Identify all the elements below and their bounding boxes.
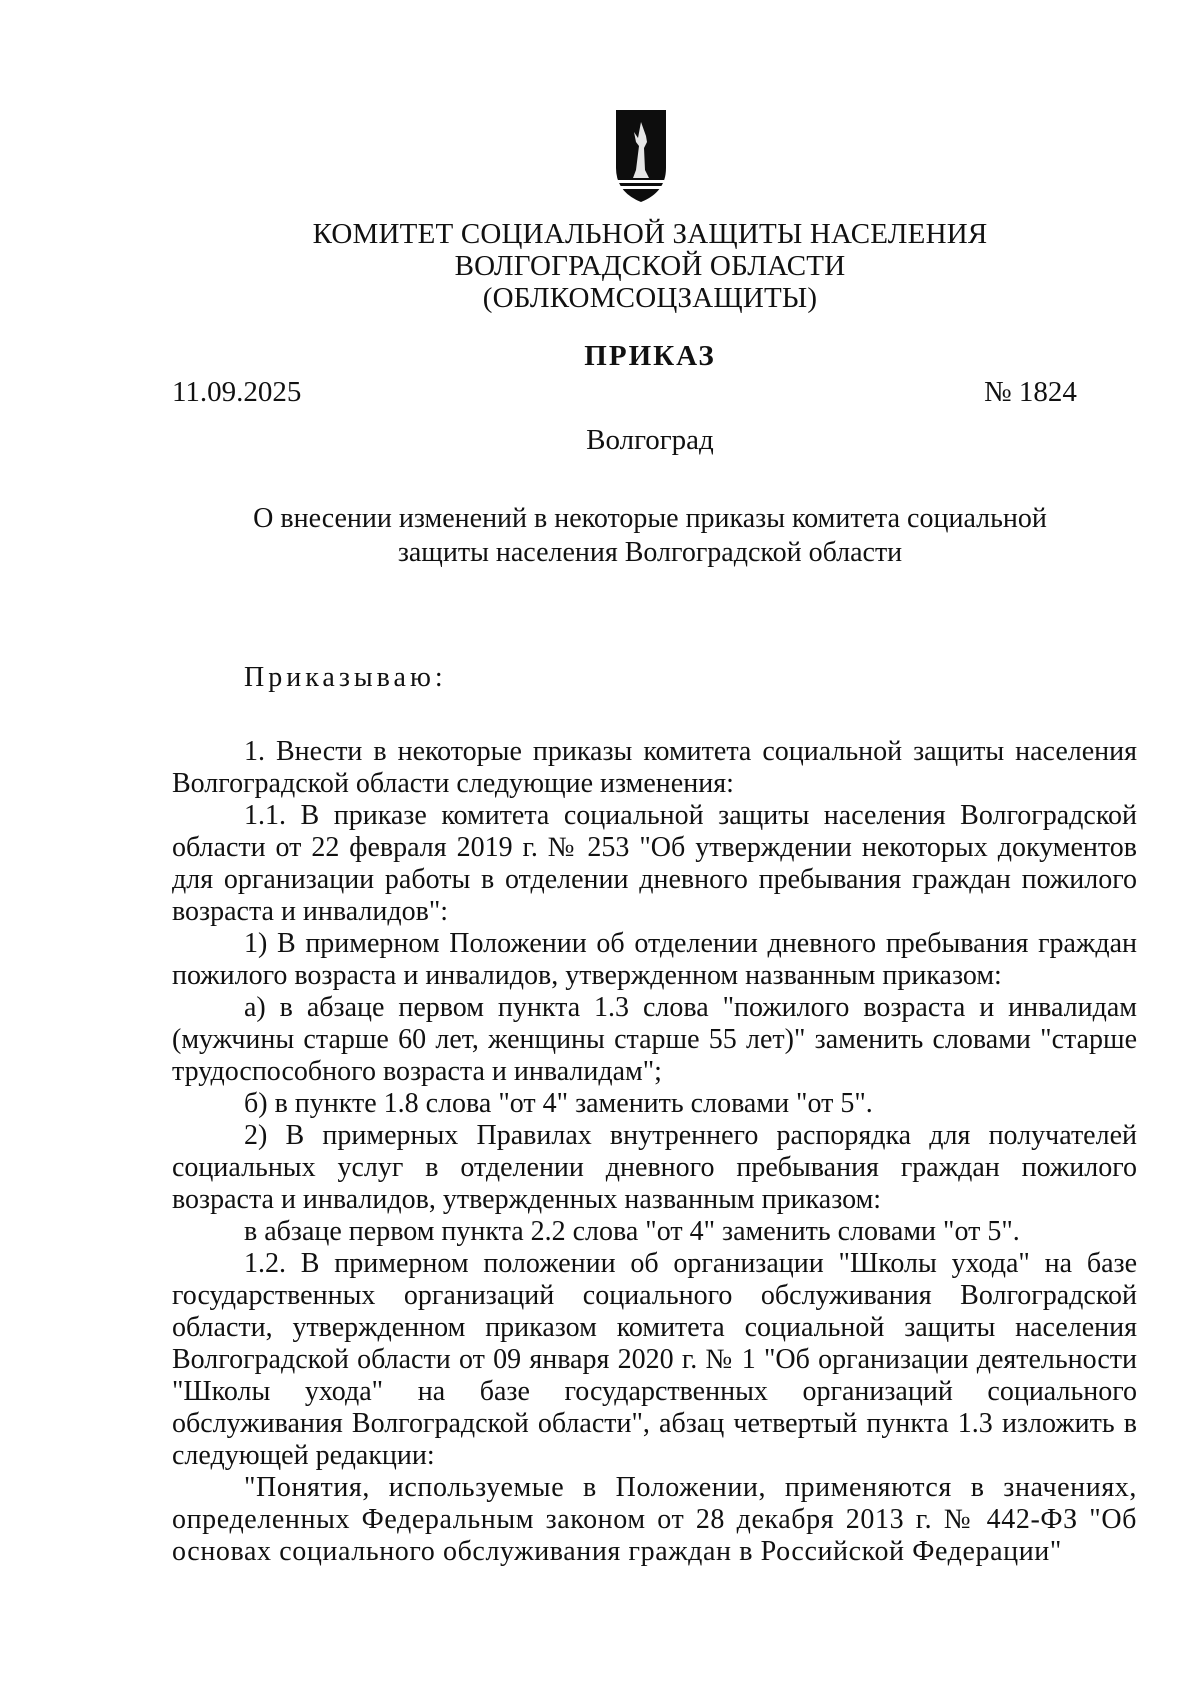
paragraph-1-1: 1.1. В приказе комитета социальной защиты населения Волгоградской области от 22 февраля 2019 г. № 253 "Об утверждении некоторых документов для организации работы в отделении дневного пребывания граждан пожилого возраста и инвалидов": <box>172 800 1137 927</box>
paragraph-1-1-item-2-text: в абзаце первом пункта 2.2 слова "от 4" заменить словами "от 5". <box>244 1216 1020 1247</box>
organization-header <box>0 218 1200 314</box>
organization-name-line-1: КОМИТЕТ СОЦИАЛЬНОЙ ЗАЩИТЫ НАСЕЛЕНИЯ <box>312 218 988 250</box>
document-type-title: ПРИКАЗ <box>584 340 716 372</box>
organization-abbreviation: (ОБЛКОМСОЦЗАЩИТЫ) <box>482 282 818 314</box>
order-subject <box>0 502 1200 570</box>
order-number: № 1824 <box>984 376 1077 408</box>
coat-of-arms-icon <box>614 108 668 204</box>
paragraph-1-1-item-1a: а) в абзаце первом пункта 1.3 слова "пожилого возраста и инвалидам (мужчины старше 60 лет, женщины старше 55 лет)" заменить словами "старше трудоспособного возраста и инвалидам"; <box>172 992 1137 1087</box>
coat-of-arms-emblem <box>614 108 668 204</box>
paragraph-1-1-item-1b: б) в пункте 1.8 слова "от 4" заменить словами "от 5". <box>244 1088 873 1119</box>
subject-line-2: защиты населения Волгоградской области <box>397 537 903 568</box>
paragraph-1-2-quote: "Понятия, используемые в Положении, применяются в значениях, определенных Федеральным законом от 28 декабря 2013 г. № 442-ФЗ "Об основах социального обслуживания граждан в Российской Федерации" <box>172 1472 1137 1567</box>
paragraph-1: 1. Внести в некоторые приказы комитета социальной защиты населения Волгоградской области следующие изменения: <box>172 736 1137 799</box>
order-body <box>172 662 1137 1568</box>
paragraph-1-2: 1.2. В примерном положении об организации "Школы ухода" на базе государственных организаций социального обслуживания Волгоградской области, утвержденном приказом комитета социальной защиты населения Волгоградской области от 09 января 2020 г. № 1 "Об организации деятельности "Школы ухода" на базе государственных организаций социального обслуживания Волгоградской области", абзац четвертый пункта 1.3 изложить в следующей редакции: <box>172 1248 1137 1471</box>
organization-name-line-2: ВОЛГОГРАДСКОЙ ОБЛАСТИ <box>454 250 846 282</box>
paragraph-1-1-item-1: 1) В примерном Положении об отделении дневного пребывания граждан пожилого возраста и инвалидов, утвержденном названным приказом: <box>172 928 1137 991</box>
order-city: Волгоград <box>586 424 714 456</box>
directive-word: Приказываю: <box>244 662 447 693</box>
subject-line-1: О внесении изменений в некоторые приказы комитета социальной <box>253 503 1047 534</box>
order-date: 11.09.2025 <box>172 376 302 408</box>
paragraph-1-1-item-2: 2) В примерных Правилах внутреннего распорядка для получателей социальных услуг в отделении дневного пребывания граждан пожилого возраста и инвалидов, утвержденных названным приказом: <box>172 1120 1137 1215</box>
